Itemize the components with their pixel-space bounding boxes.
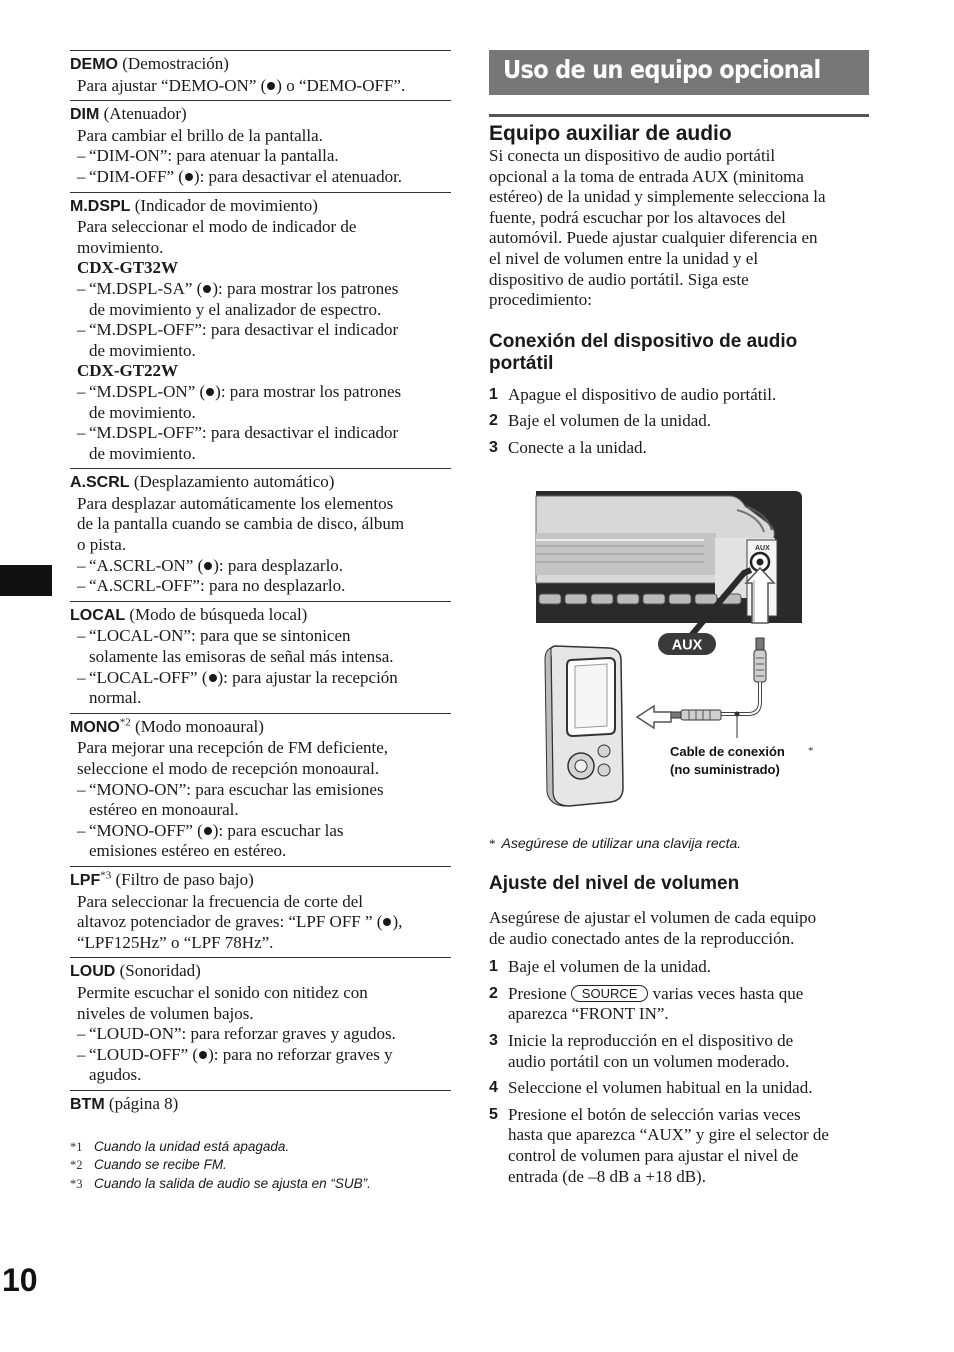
svg-text:AUX: AUX bbox=[671, 637, 703, 654]
entry-mdspl: M.DSPL (Indicador de movimiento) Para seleccionar el modo de indicador de movimiento. CDX-GT32W – “M.DSPL-SA” ( ): para mostrar los patrones de movimiento y el analizador de espectro. – “M.DSPL-OFF”: para desactivar el indicador de movimiento. CDX-GT22W – “M.DSPL-ON” ( ): para mostrar los patrones de movimiento. – “M.DSPL-OFF”: para desactivar el indicador de movimiento. bbox=[70, 192, 451, 469]
volume-heading: Ajuste del nivel de volumen bbox=[489, 873, 740, 894]
step: 3 Inicie la reproducción en el dispositivo de audio portátil con un volumen moderado. bbox=[489, 1030, 794, 1071]
section-divider bbox=[489, 114, 869, 117]
step: 5 Presione el botón de selección varias veces hasta que aparezca “AUX” y gire el selector de control de volumen para ajustar el nivel de entrada (de –8 dB a +18 dB). bbox=[489, 1104, 829, 1186]
footnote: *2 Cuando se recibe FM. bbox=[70, 1157, 227, 1173]
step: 2 Presione SOURCE varias veces hasta que aparezca “FRONT IN”. bbox=[489, 983, 804, 1024]
section-title: Uso de un equipo opcional bbox=[503, 55, 821, 84]
keyword: MONO bbox=[70, 718, 120, 736]
entry-btm: BTM (página 8) bbox=[70, 1090, 451, 1120]
keyword: LOCAL bbox=[70, 606, 126, 624]
aux-paragraph: Si conecta un dispositivo de audio portátil opcional a la toma de entrada AUX (minitoma estéreo) de la unidad y simplemente selecciona la fuente, podrá escuchar por los altavoces del automóvil. Puede ajustar cualquier diferencia en el nivel de volumen entre la unidad y el dispositivo de audio portátil. Siga este procedimiento: bbox=[489, 146, 826, 310]
entry-loud: LOUD (Sonoridad) Permite escuchar el sonido con nitidez con niveles de volumen bajos. – “LOUD-ON”: para reforzar graves y agudos. – “LOUD-OFF” ( ): para no reforzar graves y agudos. bbox=[70, 957, 451, 1090]
keyword: LOUD bbox=[70, 963, 116, 981]
section-title-bar bbox=[489, 50, 869, 95]
svg-text:(no suministrado): (no suministrado) bbox=[670, 762, 780, 777]
default-bullet-icon bbox=[267, 82, 275, 90]
entry-lpf: LPF$^{*3}$ (Filtro de paso bajo) Para seleccionar la frecuencia de corte del altavoz potenciador de graves: “LPF OFF ” ( ), “LPF125Hz” o “LPF 78Hz”. bbox=[70, 866, 451, 957]
svg-text:Cable de conexión: Cable de conexión bbox=[670, 744, 785, 759]
footnote: *1 Cuando la unidad está apagada. bbox=[70, 1138, 290, 1154]
settings-list bbox=[70, 50, 451, 1193]
model-label: CDX-GT32W bbox=[77, 258, 179, 278]
keyword: M.DSPL bbox=[70, 197, 131, 215]
aux-connection-diagram bbox=[489, 488, 869, 813]
step: 1 Apague el dispositivo de audio portátil. bbox=[489, 384, 777, 404]
default-bullet-icon bbox=[383, 918, 391, 926]
aux-heading: Equipo auxiliar de audio bbox=[489, 122, 732, 145]
default-bullet-icon bbox=[204, 562, 212, 570]
default-bullet-icon bbox=[185, 173, 193, 181]
volume-steps bbox=[489, 957, 869, 1187]
optional-equipment-section bbox=[489, 50, 869, 459]
keyword: DIM bbox=[70, 106, 100, 124]
footnotes bbox=[70, 1138, 451, 1194]
connection-steps bbox=[489, 385, 869, 459]
cable-label bbox=[670, 744, 814, 777]
default-bullet-icon bbox=[203, 285, 211, 293]
entry-local: LOCAL (Modo de búsqueda local) – “LOCAL-ON”: para que se sintonicen solamente las emisoras de señal más intensa. – “LOCAL-OFF” ( ): para ajustar la recepción normal. bbox=[70, 601, 451, 713]
aux-connection-illustration bbox=[489, 488, 869, 813]
entry-mono: MONO$^{*2}$ (Modo monoaural) Para mejorar una recepción de FM deficiente, seleccione el modo de recepción monoaural. – “MONO-ON”: para escuchar las emisiones estéreo en monoaural. – “MONO-OFF” ( ): para escuchar las emisiones estéreo en estéreo. bbox=[70, 713, 451, 866]
jack-label: AUX bbox=[755, 545, 770, 552]
keyword: DEMO bbox=[70, 56, 118, 73]
volume-section bbox=[489, 873, 869, 1187]
keyword: A.SCRL bbox=[70, 474, 130, 492]
illustration-footnote: * Asegúrese de utilizar una clavija recta. bbox=[489, 835, 742, 851]
default-bullet-icon bbox=[209, 674, 217, 682]
step: 1 Baje el volumen de la unidad. bbox=[489, 957, 711, 977]
source-button-icon: SOURCE bbox=[571, 985, 649, 1002]
step: 2 Baje el volumen de la unidad. bbox=[489, 411, 711, 431]
footnote: *3 Cuando la salida de audio se ajusta en “SUB”. bbox=[70, 1175, 371, 1191]
page-number: 10 bbox=[2, 1262, 38, 1298]
section-tab-marker bbox=[0, 565, 52, 596]
keyword: BTM bbox=[70, 1095, 105, 1113]
svg-text:*: * bbox=[808, 745, 814, 757]
entry-demo: DEMO (Demostración) Para ajustar “DEMO-ON” ( ) o “DEMO-OFF”. bbox=[70, 50, 451, 100]
step: 3 Conecte a la unidad. bbox=[489, 437, 647, 457]
connection-heading: Conexión del dispositivo de audio portátil bbox=[489, 330, 798, 374]
entry-ascrl: A.SCRL (Desplazamiento automático) Para desplazar automáticamente los elementos de la pantalla cuando se cambia de disco, álbum o pista. – “A.SCRL-ON” ( ): para desplazarlo. – “A.SCRL-OFF”: para no desplazarlo. bbox=[70, 468, 451, 601]
default-bullet-icon bbox=[204, 827, 212, 835]
default-bullet-icon bbox=[206, 388, 214, 396]
keyword: LPF bbox=[70, 871, 101, 889]
model-label: CDX-GT22W bbox=[77, 361, 179, 381]
left-arrow-icon bbox=[637, 706, 671, 728]
aux-badge bbox=[658, 633, 716, 655]
portable-audio-player bbox=[545, 646, 623, 806]
entry-dim: DIM (Atenuador) Para cambiar el brillo de la pantalla. – “DIM-ON”: para atenuar la pantalla. – “DIM-OFF” ( ): para desactivar el atenuador. bbox=[70, 100, 451, 191]
default-bullet-icon bbox=[199, 1051, 207, 1059]
volume-paragraph: Asegúrese de ajustar el volumen de cada equipo de audio conectado antes de la reproducción. bbox=[489, 908, 817, 948]
step: 4 Seleccione el volumen habitual en la unidad. bbox=[489, 1078, 813, 1098]
